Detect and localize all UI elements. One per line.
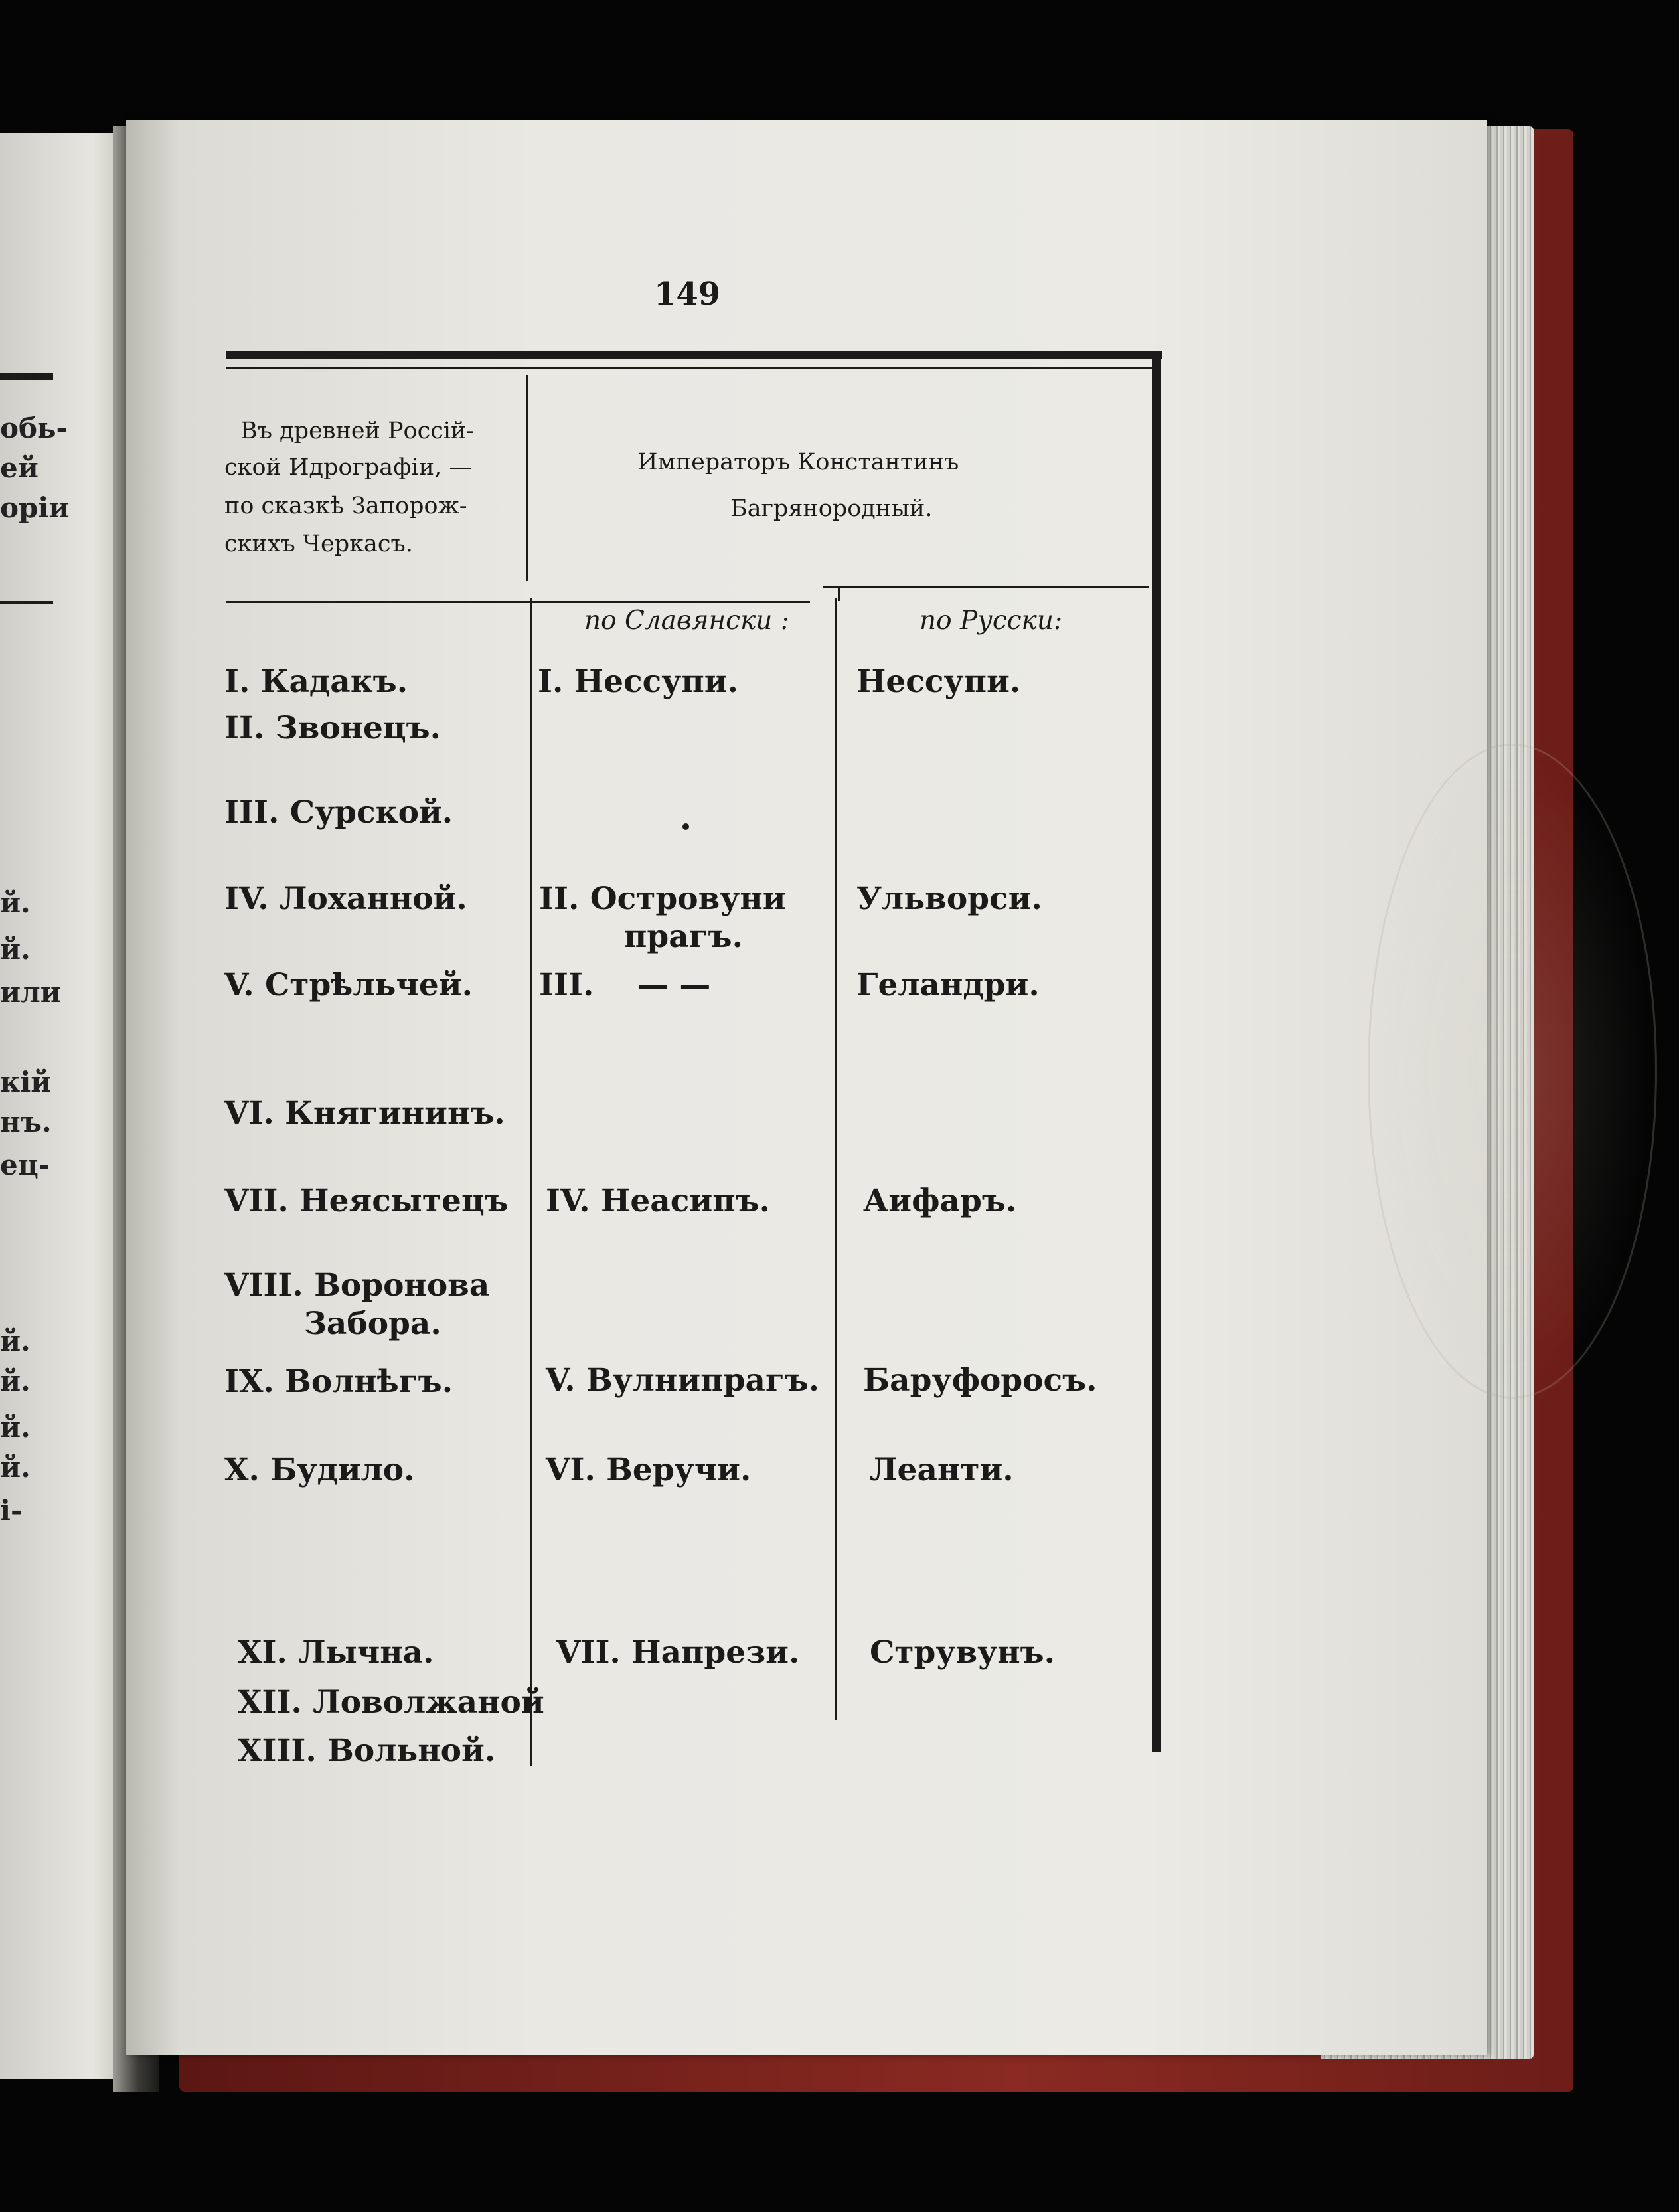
table-cell-slavonic-cont: прагъ. — [624, 918, 743, 955]
table-cell-left: II. Звонецъ. — [224, 710, 441, 746]
table-cell-russian: Леанти. — [870, 1452, 1014, 1488]
left-page-text: обь- — [0, 412, 68, 444]
table-top-thin-rule — [226, 367, 1152, 369]
table-cell-left: XI. Лычна. — [238, 1634, 434, 1671]
left-page-rule — [0, 601, 53, 604]
left-page-text: или — [0, 976, 61, 1009]
table-cell-russian: Ульворси. — [856, 881, 1042, 917]
column-divider-2 — [835, 598, 837, 1720]
header-right-line: Багрянородный. — [730, 495, 933, 522]
left-page-text: й. — [0, 933, 31, 966]
left-page-text: й. — [0, 1365, 31, 1397]
header-bottom-rule-left — [226, 601, 810, 603]
left-page-text: ей — [0, 452, 39, 484]
left-page-text: і- — [0, 1494, 23, 1527]
stray-mark — [682, 823, 689, 830]
table-cell-left: IX. Волнѣгъ. — [224, 1363, 453, 1400]
header-right-line: Императоръ Константинъ — [637, 449, 959, 475]
table-cell-left: III. Сурской. — [224, 794, 453, 831]
table-cell-left: V. Стрѣльчей. — [224, 967, 473, 1003]
left-page-text: нъ. — [0, 1106, 52, 1138]
table-cell-russian: Баруфоросъ. — [863, 1362, 1097, 1399]
left-page-text: й. — [0, 1451, 31, 1484]
column-divider-2-top — [838, 588, 840, 601]
table-cell-left: X. Будило. — [224, 1452, 415, 1488]
left-page-rule — [0, 373, 53, 380]
table-cell-left: VII. Неясытецъ — [224, 1183, 509, 1219]
left-page-text: й. — [0, 1325, 31, 1357]
table-cell-left: XII. Ловолжаной — [238, 1684, 544, 1721]
table-cell-slavonic: V. Вулнипрагъ. — [546, 1362, 820, 1399]
header-left-line: Въ древней Россій- — [240, 418, 475, 444]
column-divider-1 — [530, 598, 532, 1766]
page-number: 149 — [654, 276, 721, 313]
header-bottom-rule-right — [823, 586, 1149, 588]
table-cell-slavonic: III. — [539, 967, 594, 1003]
left-page-text: оріи — [0, 491, 70, 524]
table-cell-russian: Струвунъ. — [870, 1634, 1056, 1671]
left-page-text: й. — [0, 1411, 31, 1444]
table-cell-slavonic-ditto: — — — [637, 967, 711, 1003]
table-cell-left: IV. Лоханной. — [224, 881, 467, 917]
subheader-slavonic: по Славянски : — [584, 606, 789, 636]
table-cell-slavonic: II. Островуни — [539, 881, 786, 917]
table-right-rule — [1152, 351, 1161, 1752]
table-cell-russian: Нессупи. — [856, 663, 1021, 700]
header-left-line: ской Идрографіи, — — [224, 454, 473, 481]
table-cell-slavonic: VI. Веручи. — [546, 1452, 752, 1488]
page-stain — [1368, 744, 1657, 1399]
table-cell-russian: Аифаръ. — [863, 1183, 1017, 1219]
table-cell-slavonic: VII. Напрези. — [556, 1634, 800, 1671]
table-cell-left: XIII. Вольной. — [238, 1733, 496, 1769]
table-cell-russian: Геландри. — [856, 967, 1040, 1003]
table-cell-left: I. Кадакъ. — [224, 663, 408, 700]
table-cell-slavonic: IV. Неасипъ. — [546, 1183, 771, 1219]
table-cell-left-cont: Забора. — [304, 1306, 441, 1342]
left-page-text: ец- — [0, 1149, 50, 1181]
left-page-text: кій — [0, 1066, 52, 1098]
header-left-line: скихъ Черкасъ. — [224, 531, 413, 557]
header-left-line: по сказкѣ Запорож- — [224, 493, 467, 519]
header-divider — [526, 375, 528, 581]
left-page-text: й. — [0, 887, 31, 919]
table-cell-left: VIII. Воронова — [224, 1267, 490, 1304]
table-top-rule — [226, 351, 1162, 359]
subheader-russian: по Русски: — [919, 606, 1063, 636]
table-cell-slavonic: I. Нессупи. — [538, 663, 738, 700]
table-cell-left: VI. Княгининъ. — [224, 1095, 505, 1132]
